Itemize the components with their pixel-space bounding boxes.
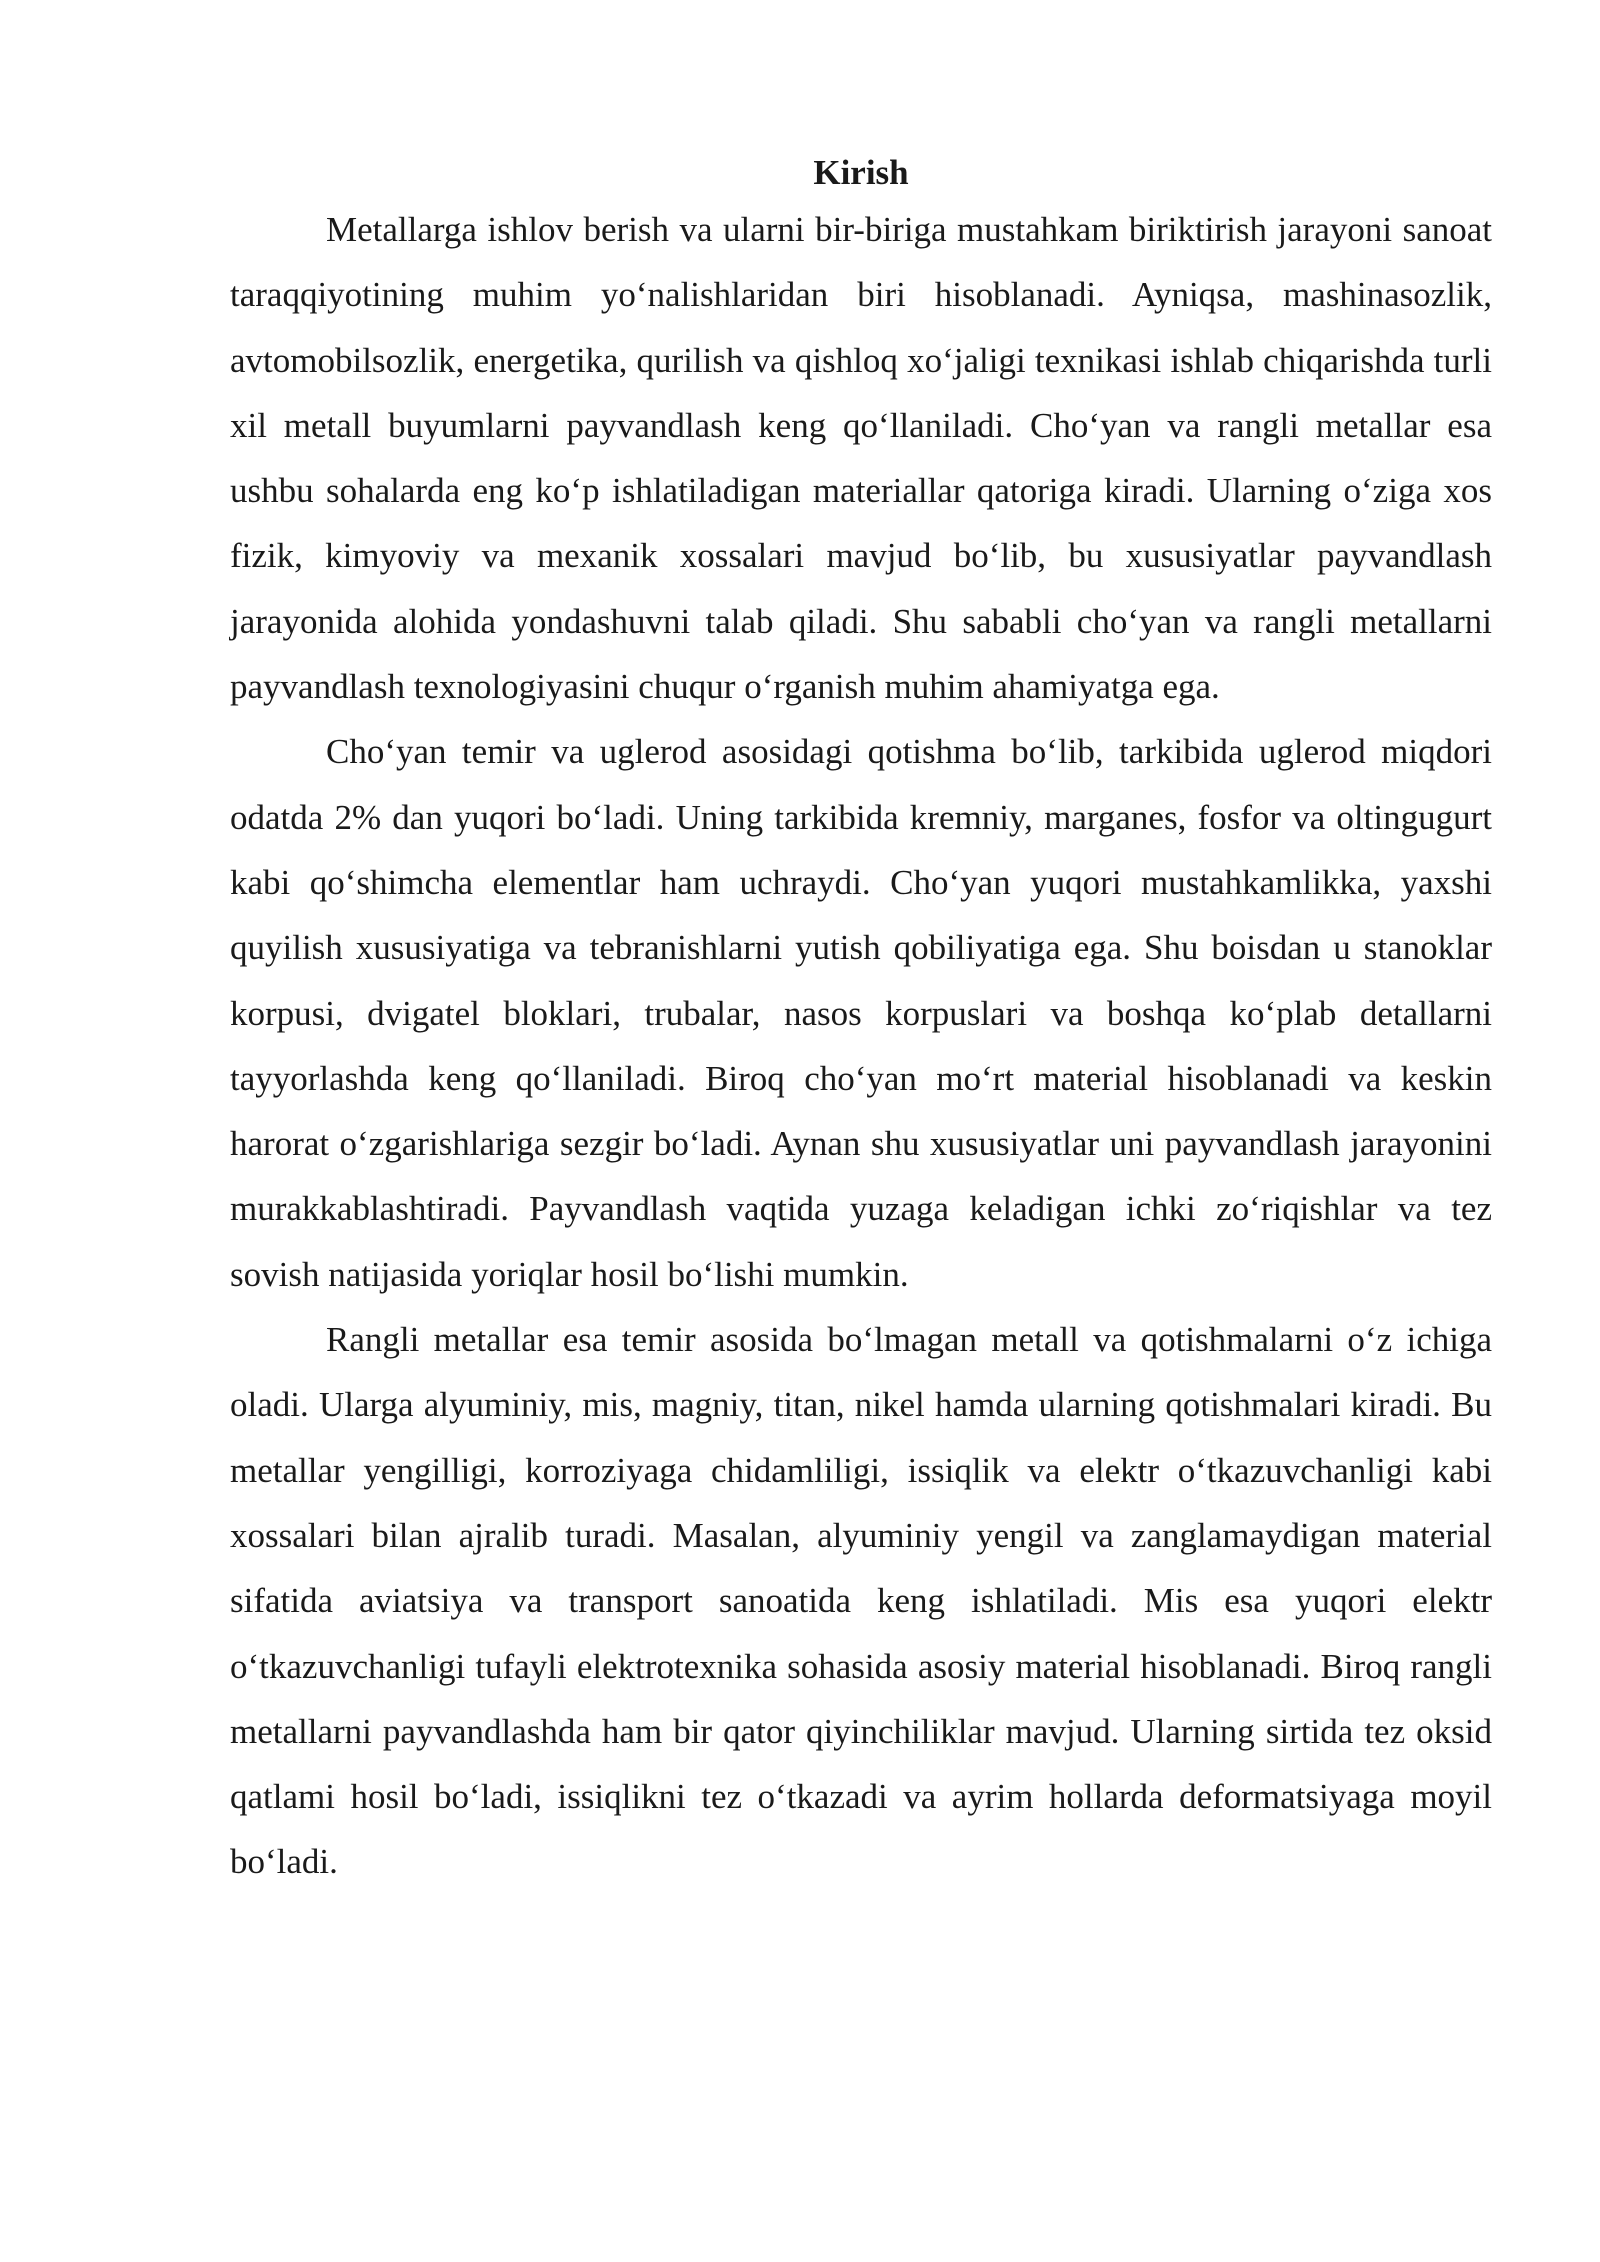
paragraph-1: Metallarga ishlov berish va ularni bir-biriga mustahkam biriktirish jarayoni sanoat taraqqiyotining muhim yo‘nalishlaridan biri hisoblanadi. Ayniqsa, mashinasozlik, avtomobilsozlik, energetika, qurilish va qishloq xo‘jaligi texnikasi ishlab chiqarishda turli xil metall buyumlarni payvandlash keng qo‘llaniladi. Cho‘yan va rangli metallar esa ushbu sohalarda eng ko‘p ishlatiladigan materiallar qatoriga kiradi. Ularning o‘ziga xos fizik, kimyoviy va mexanik xossalari mavjud bo‘lib, bu xususiyatlar payvandlash jarayonida alohida yondashuvni talab qiladi. Shu sababli cho‘yan va rangli metallarni payvandlash texnologiyasini chuqur o‘rganish muhim ahamiyatga ega. — [230, 210, 1492, 707]
paragraph-3: Rangli metallar esa temir asosida bo‘lmagan metall va qotishmalarni o‘z ichiga oladi. Ularga alyuminiy, mis, magniy, titan, nikel hamda ularning qotishmalari kiradi. Bu metallar yengilligi, korroziyaga chidamliligi, issiqlik va elektr o‘tkazuvchanligi kabi xossalari bilan ajralib turadi. Masalan, alyuminiy yengil va zanglamaydigan material sifatida aviatsiya va transport sanoatida keng ishlatiladi. Mis esa yuqori elektr o‘tkazuvchanligi tufayli elektrotexnika sohasida asosiy material hisoblanadi. Biroq rangli metallarni payvandlashda ham bir qator qiyinchiliklar mavjud. Ularning sirtida tez oksid qatlami hosil bo‘ladi, issiqlikni tez o‘tkazadi va ayrim hollarda deformatsiyaga moyil bo‘ladi. — [230, 1320, 1492, 1882]
paragraph-2: Cho‘yan temir va uglerod asosidagi qotishma bo‘lib, tarkibida uglerod miqdori odatda 2% dan yuqori bo‘ladi. Uning tarkibida kremniy, marganes, fosfor va oltingugurt kabi qo‘shimcha elementlar ham uchraydi. Cho‘yan yuqori mustahkamlikka, yaxshi quyilish xususiyatiga va tebranishlarni yutish qobiliyatiga ega. Shu boisdan u stanoklar korpusi, dvigatel bloklari, trubalar, nasos korpuslari va boshqa ko‘plab detallarni tayyorlashda keng qo‘llaniladi. Biroq cho‘yan mo‘rt material hisoblanadi va keskin harorat o‘zgarishlariga sezgir bo‘ladi. Aynan shu xususiyatlar uni payvandlash jarayonini murakkablashtiradi. Payvandlash vaqtida yuzaga keladigan ichki zo‘riqishlar va tez sovish natijasida yoriqlar hosil bo‘lishi mumkin. — [230, 732, 1492, 1294]
page-title: Kirish — [813, 153, 909, 192]
document-page — [230, 150, 1492, 1895]
